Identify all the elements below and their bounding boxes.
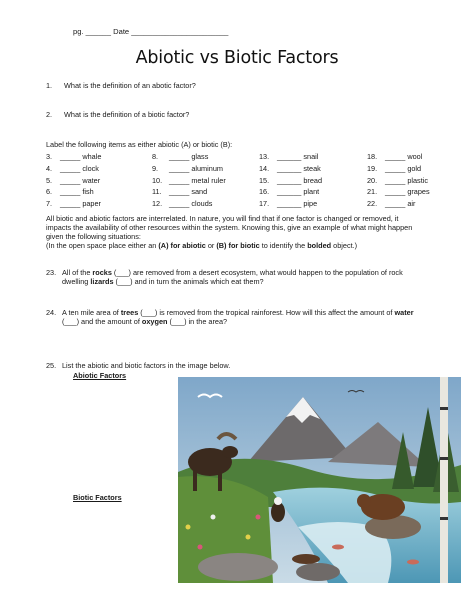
q23-text: All of the [62,268,93,277]
rock [198,553,278,581]
question-25 [46,361,230,370]
item-text: ______ steak [277,163,321,173]
items-row [46,176,446,186]
flower [246,535,251,540]
q23-text: dwelling [62,277,91,287]
intro-line [46,241,436,250]
eagle-head [274,497,282,505]
item-text: _____ clouds [169,199,213,209]
page-title: Abiotic vs Biotic Factors [135,48,339,68]
q24-text: A ten mile area of [62,308,121,317]
item-label-blank[interactable] [259,199,317,208]
item-number: 10. [152,175,163,185]
fish [407,560,419,565]
item-number: 15. [259,175,270,185]
item-text: _____ wool [385,152,423,161]
question-number: 25. [46,361,57,370]
item-label-blank[interactable] [367,187,430,196]
question-text: What is the definition of an abotic factor? [64,81,196,90]
item-label-blank[interactable] [152,199,212,208]
item-number: 9. [152,163,159,173]
intro-text: to identify the [259,241,308,251]
item-number: 13. [259,152,270,161]
item-text: ______ pipe [277,199,318,209]
item-number: 22. [367,199,378,209]
item-text: _____ fish [60,187,94,197]
intro-line: given the following situations: [46,232,141,242]
abiotic-factors-label: Abiotic Factors [73,371,127,380]
item-text: _____ metal ruler [169,175,226,185]
item-text: _____ paper [60,199,101,209]
item-label-blank[interactable] [367,152,422,161]
item-label-blank[interactable] [152,176,226,185]
item-number: 17. [259,199,270,209]
flower [186,525,191,530]
item-label-blank[interactable] [46,164,99,173]
item-number: 8. [152,152,159,161]
intro-text: object.) [331,241,358,251]
intro-text: or [205,241,217,251]
ecosystem-illustration [178,377,461,583]
item-number: 12. [152,199,163,209]
birch-mark [440,457,448,460]
intro-bold: (B) for biotic [216,241,260,251]
item-label-blank[interactable] [152,164,223,173]
item-text: _____ gold [385,163,422,173]
item-text: _____ clock [60,163,99,173]
item-label-blank[interactable] [152,152,208,161]
item-label-blank[interactable] [46,199,101,208]
item-number: 4. [46,163,53,173]
item-number: 6. [46,187,53,197]
question-2 [46,110,189,119]
flower [256,515,261,520]
q24-text: (___) is removed from the tropical rainforest. How will this affect the amount of [138,308,395,317]
question-number: 23. [46,268,57,277]
item-label-blank[interactable] [46,176,100,185]
item-text: _____ glass [169,152,209,161]
moose-head [222,446,238,458]
item-number: 5. [46,175,53,185]
item-number: 11. [152,187,162,197]
item-label-blank[interactable] [259,164,321,173]
item-number: 20. [367,175,378,185]
item-label-blank[interactable] [46,187,94,196]
item-text: _____ air [385,199,416,209]
item-text: _____ plastic [385,175,429,185]
q24-text: (___) in the area? [167,317,228,327]
q23-bold: rocks [92,268,112,277]
item-number: 7. [46,199,53,209]
otter [292,554,320,564]
item-number: 19. [367,163,378,173]
q24-text: (___) and the amount of [62,317,142,327]
question-text: List the abiotic and biotic factors in the image below. [62,361,231,370]
intro-text: (In the open space place either an [46,241,159,251]
items-row [46,164,446,174]
item-label-blank[interactable] [46,152,101,161]
item-label-blank[interactable] [259,176,322,185]
fish [332,545,344,550]
label-instruction: Label the following items as either abiotic (A) or biotic (B): [46,140,233,149]
q24-bold: water [394,308,414,317]
item-number: 14. [259,163,270,173]
question-text: What is the definition of a biotic factor? [64,110,190,119]
q23-text: (___) are removed from a desert ecosystem, what would happen to the population of rock [111,268,403,277]
page-date-line: pg. ______ Date _______________________ [73,27,229,36]
item-text: _____ grapes [385,187,430,197]
q24-bold: oxygen [141,317,168,327]
question-number: 2. [46,110,53,119]
item-number: 16. [259,187,270,197]
rock [296,563,340,581]
q23-bold: lizards [90,277,114,287]
birch-mark [440,517,448,520]
intro-line: impacts the availability of other resources within the system. Knowing this, give an example of what might happen [46,223,413,233]
item-number: 21. [367,187,378,197]
item-text: ______ snail [277,152,319,161]
item-text: _____ whale [60,152,102,161]
q24-bold: trees [120,308,139,317]
q23-text: (___) and in turn the animals which eat them? [113,277,264,287]
item-label-blank[interactable] [367,199,415,208]
flower [211,515,216,520]
item-text: _____ sand [169,187,208,197]
biotic-factors-label: Biotic Factors [73,493,122,502]
bear-head [357,494,371,508]
question-23 [46,268,436,286]
intro-line: All biotic and abiotic factors are interrelated. In nature, you will find that if one factor is changed or removed, it [46,214,399,223]
item-text: _____ water [60,175,101,185]
item-label-blank[interactable] [259,152,318,161]
item-text: ______ bread [277,175,323,185]
birch-mark [440,407,448,410]
flower [198,545,203,550]
question-number: 24. [46,308,57,317]
question-1 [46,81,196,90]
items-row [46,199,446,209]
item-label-blank[interactable] [367,164,421,173]
intro-bold: (A) for abiotic [158,241,206,251]
intro-bold: bolded [307,241,332,251]
items-row [46,152,446,162]
question-24 [46,308,436,326]
moose-leg [218,469,222,491]
item-number: 3. [46,152,53,161]
item-number: 18. [367,152,378,161]
moose-leg [193,469,197,491]
item-text: _____ aluminum [169,163,223,173]
question-number: 1. [46,81,53,90]
intro-paragraph [46,214,436,250]
items-row [46,187,446,197]
item-text: ______ plant [277,187,320,197]
item-label-blank[interactable] [152,187,207,196]
item-label-blank[interactable] [259,187,319,196]
item-label-blank[interactable] [367,176,428,185]
